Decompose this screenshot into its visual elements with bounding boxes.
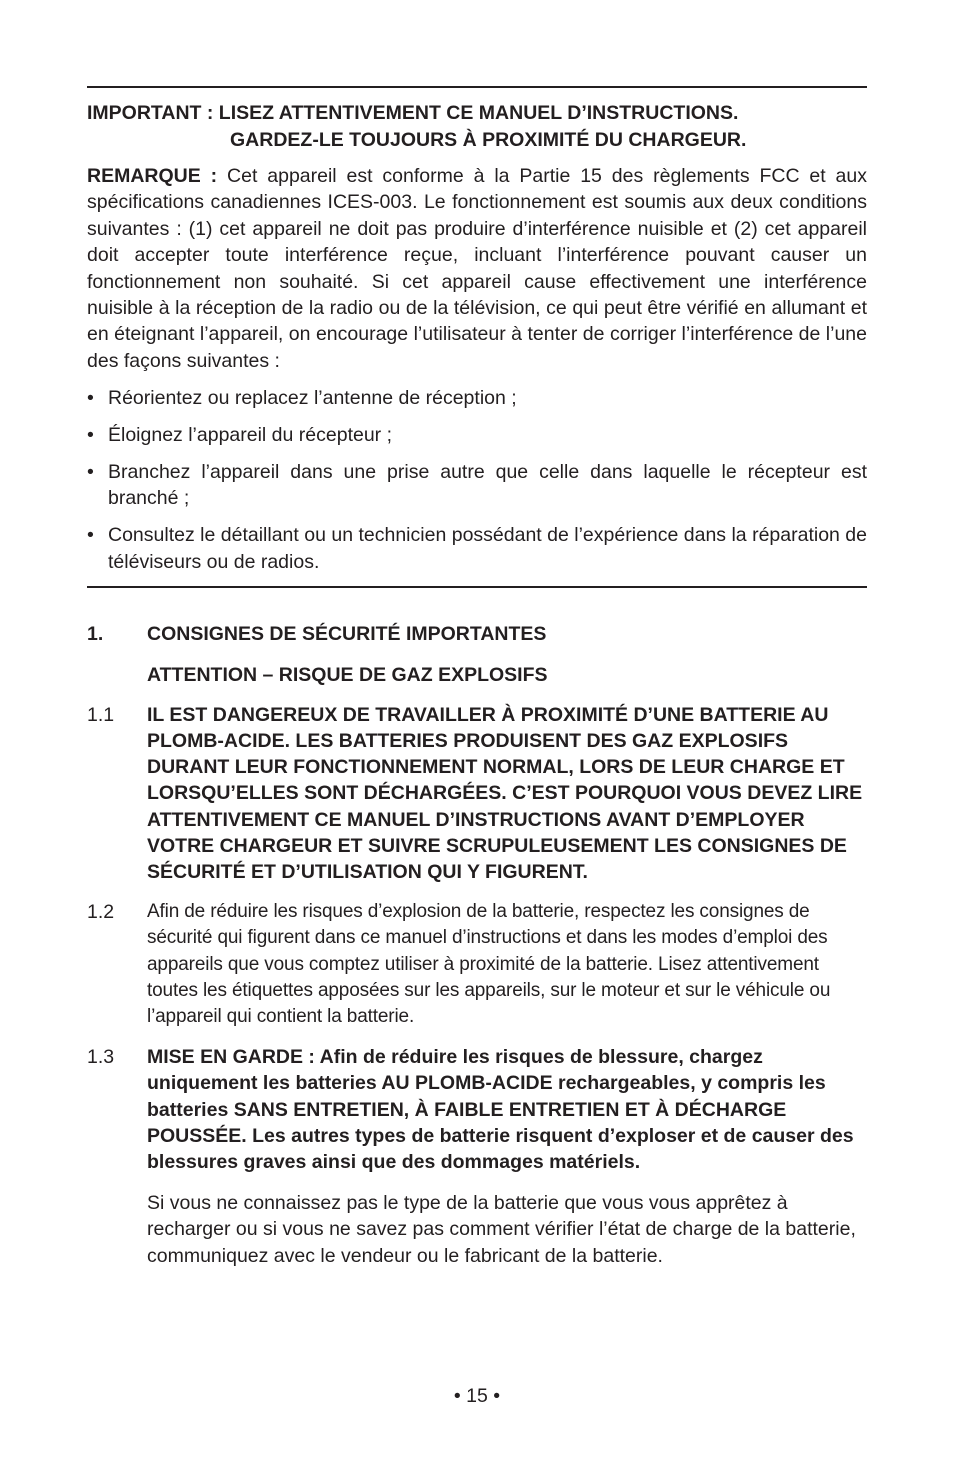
bullet-icon: • [87,461,94,484]
item-1-3-followup: Si vous ne connaissez pas le type de la batterie que vous vous apprêtez à recharger ou si vous ne savez pas comment vérifier l’état de charge de la batterie, communiquez avec le vendeur ou le fabricant de la batterie. [147,1192,856,1267]
item-1-1 [87,702,867,885]
list-item [87,385,867,411]
important-line-2: GARDEZ-LE TOUJOURS À PROXIMITÉ DU CHARGEUR. [230,129,747,151]
important-notice [87,100,867,154]
bullet-text: Réorientez ou replacez l’antenne de réception ; [108,387,517,410]
item-1-3 [87,1044,867,1175]
section-number: 1. [87,622,104,645]
bullet-text: Branchez l’appareil dans une prise autre que celle dans laquelle le récepteur est branché ; [108,461,867,510]
item-number: 1.1 [87,703,115,726]
item-1-2 [87,899,867,1030]
section-rule [87,586,867,588]
remarque-label: REMARQUE : [87,165,218,187]
section-title: CONSIGNES DE SÉCURITÉ IMPORTANTES [147,622,547,645]
list-item [87,459,867,512]
item-number: 1.3 [87,1046,115,1069]
item-text: MISE EN GARDE : Afin de réduire les risques de blessure, chargez uniquement les batteries AU PLOMB-ACIDE rechargeables, y compris les batteries SANS ENTRETIEN, À FAIBLE ENTRETIEN ET À DÉCHARGE POUSSÉE. Les autres types de batterie risquent d’exploser et de causer des blessures graves ainsi que des dommages matériels. [147,1046,854,1173]
bullet-text: Éloignez l’appareil du récepteur ; [108,424,393,447]
section-heading [87,621,867,647]
bullet-text: Consultez le détaillant ou un technicien possédant de l’expérience dans la réparation de téléviseurs ou de radios. [108,524,867,573]
section-subtitle: ATTENTION – RISQUE DE GAZ EXPLOSIFS [147,663,548,686]
list-item [87,522,867,575]
top-rule [87,86,867,88]
item-text: Afin de réduire les risques d’explosion de la batterie, respectez les consignes de sécurité qui figurent dans ce manuel d’instructions et dans les modes d’emploi des appareils que vous comptez utiliser à proximité de la batterie. Lisez attentivement toutes les étiquettes apposées sur les appareils, sur le moteur et sur le véhicule ou l’appareil qui contient la batterie. [147,901,831,1027]
list-item [87,422,867,448]
item-text: IL EST DANGEREUX DE TRAVAILLER À PROXIMITÉ D’UNE BATTERIE AU PLOMB-ACIDE. LES BATTERIES PRODUISENT DES GAZ EXPLOSIFS DURANT LEUR FONCTIONNEMENT NORMAL, LORS DE LEUR CHARGE ET LORSQU’ELLES SONT DÉCHARGÉES. C’EST POURQUOI VOUS DEVEZ LIRE ATTENTIVEMENT CE MANUEL D’INSTRUCTIONS AVANT D’EMPLOYER VOTRE CHARGEUR ET SUIVRE SCRUPULEUSEMENT LES CONSIGNES DE SÉCURITÉ ET D’UTILISATION QUI Y FIGURENT. [147,703,863,883]
important-line-1: IMPORTANT : LISEZ ATTENTIVEMENT CE MANUEL D’INSTRUCTIONS. [87,102,739,124]
bullet-icon: • [87,524,94,547]
bullet-list [87,385,867,575]
bullet-icon: • [87,387,94,410]
page-number: • 15 • [453,1385,501,1407]
page-content [87,86,867,1269]
remarque-paragraph [87,163,867,374]
item-number: 1.2 [87,901,115,924]
remarque-text: Cet appareil est conforme à la Partie 15 des règlements FCC et aux spécifications canadiennes ICES-003. Le fonctionnement est soumis aux deux conditions suivantes : (1) cet appareil ne doit pas produire d’interférence nuisible et (2) cet appareil doit accepter toute interférence reçue, incluant l’interférence pouvant causer un fonctionnement non souhaité. Si cet appareil cause effectivement une interférence nuisible à la réception de la radio ou de la télévision, ce qui peut être vérifié en allumant et en éteignant l’appareil, on encourage l’utilisateur à tenter de corriger l’interférence de l’une des façons suivantes : [87,165,868,372]
bullet-icon: • [87,424,94,447]
